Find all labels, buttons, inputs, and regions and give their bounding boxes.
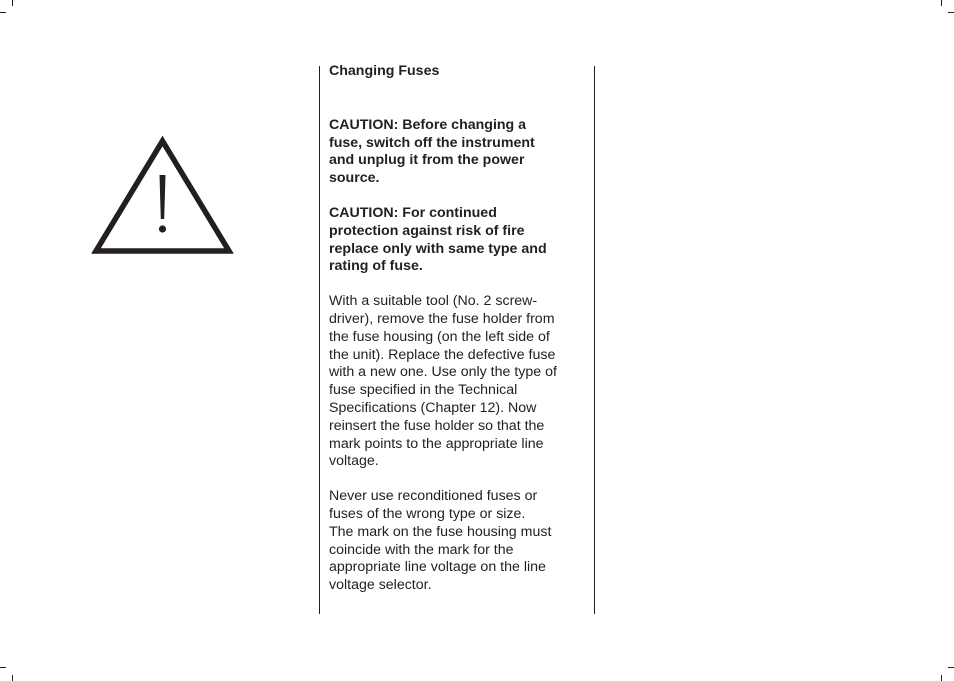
replace-fuse-instructions: With a suitable tool (No. 2 screw- driver), remove the fuse holder from the fuse housing (on the left side of the unit). Replace the defective fuse with a new one. Use only the type of fuse specified in the Technical Specifications (Chapter 12). Now reinsert the fuse holder so that the mark points to the appropriate line voltage.: [329, 293, 557, 470]
crop-mark: [941, 675, 942, 681]
crop-mark: [12, 675, 13, 681]
column-divider-left: [319, 66, 320, 614]
crop-mark: [948, 12, 954, 13]
column-divider-right: [594, 66, 595, 614]
crop-mark: [948, 667, 954, 668]
warning-triangle-icon: [91, 135, 234, 256]
section-heading: Changing Fuses: [329, 63, 440, 79]
crop-mark: [12, 0, 13, 6]
fuse-instructions: [329, 63, 579, 595]
caution-power-off: CAUTION: Before changing a fuse, switch off the instrument and unplug it from the power source.: [329, 116, 535, 187]
crop-mark: [0, 12, 6, 13]
fuse-warning-note: Never use reconditioned fuses or fuses of the wrong type or size. The mark on the fuse housing must coincide with the mark for the appropriate line voltage on the line voltage selector.: [329, 488, 552, 594]
crop-mark: [941, 0, 942, 6]
caution-fire-risk: CAUTION: For continued protection against risk of fire replace only with same type and rating of fuse.: [329, 204, 547, 275]
crop-mark: [0, 667, 6, 668]
